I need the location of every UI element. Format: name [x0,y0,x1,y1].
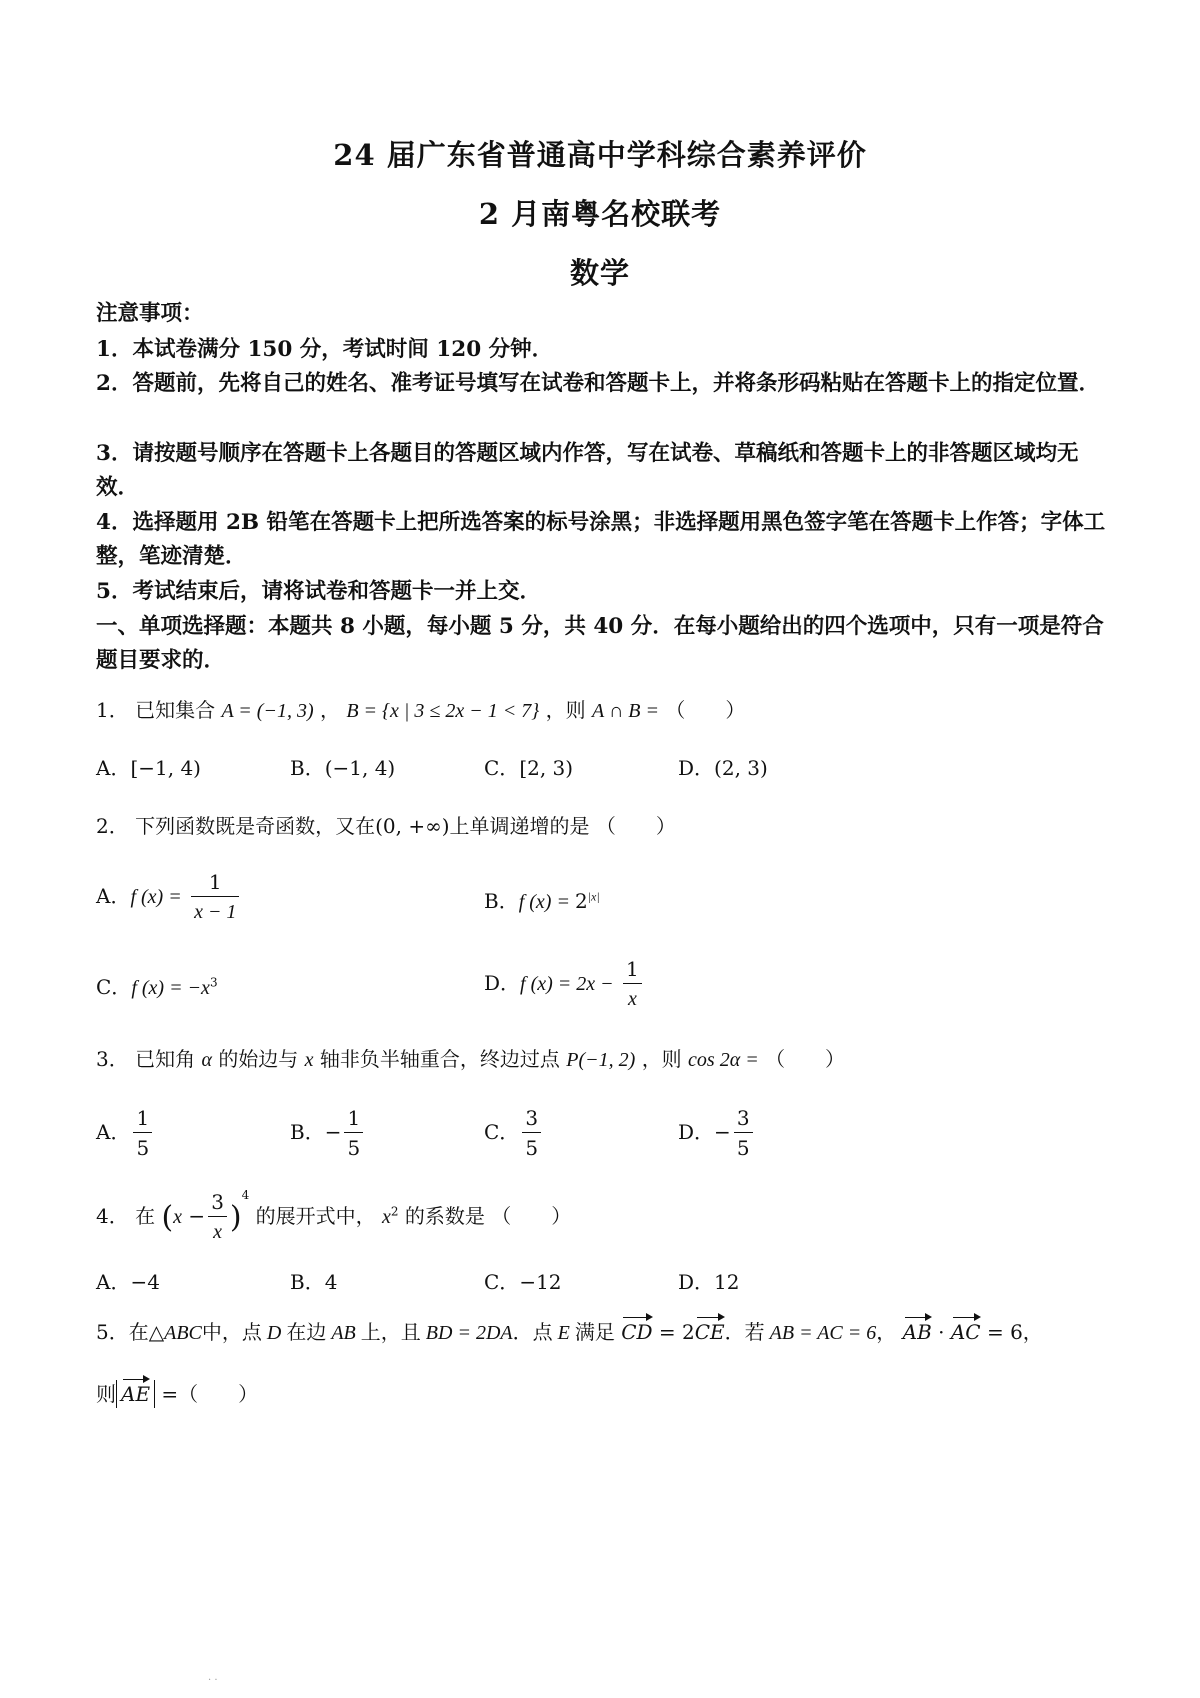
q1-text-a: 已知集合 [135,698,216,722]
q3-x: x [304,1049,314,1071]
question-2 [96,810,676,839]
q2-text: 下列函数既是奇函数，又在(0, +∞)上单调递增的是 [135,814,590,838]
q3-option-b[interactable]: B．− $\frac{1}{5}$ [290,1104,366,1163]
q3-option-c[interactable]: C． $\frac{3}{5}$ [484,1104,544,1163]
q2-option-a[interactable]: A．f (x) = $\frac{1}{x - 1}$ [96,868,242,927]
q1-set-b: B = {x | 3 ≤ 2x − 1 < 7} [346,700,540,722]
vector-ab: AB [902,1320,932,1344]
fraction: $\frac{1}{x}$ [623,955,642,1014]
section-one-heading: 一、单项选择题：本题共 8 小题，每小题 5 分，共 40 分．在每小题给出的四个选项中，只有一项是符合题目要求的． [96,614,1104,673]
exam-subject: 数学 [569,256,630,290]
q4-option-a[interactable]: A．−4 [96,1270,160,1294]
q4-paren: （ ） [491,1204,572,1228]
vector-cd: CD [621,1320,653,1344]
question-5-line-2: 则 AE =（ ） [96,1382,259,1406]
q3-option-d[interactable]: D．− $\frac{3}{5}$ [678,1104,756,1163]
q3-point: P(−1, 2) [566,1049,636,1071]
notice-item-1: 1．本试卷满分 150 分，考试时间 120 分钟． [96,337,554,362]
q2-paren: （ ） [595,814,676,838]
q4-option-b[interactable]: B．4 [290,1270,338,1294]
notice-item-4: 4．选择题用 2B 铅笔在答题卡上把所选答案的标号涂黑；非选择题用黑色签字笔在答题卡上作答；字体工整，笔迹清楚． [96,510,1106,569]
q4-option-d[interactable]: D．12 [678,1270,740,1294]
q4-text-c: 的系数是 [404,1204,485,1228]
q4-number: 4． [96,1204,129,1228]
q3-option-a[interactable]: A． $\frac{1}{5}$ [96,1104,155,1163]
vector-ac: AC [950,1320,981,1344]
vector-ae: AE [121,1382,151,1406]
q1-paren: （ ） [665,698,746,722]
q1-expr: A ∩ B = [592,700,660,722]
notice-item-3: 3．请按题号顺序在答题卡上各题目的答题区域内作答，写在试卷、草稿纸和答题卡上的非答题区域均无效． [96,441,1079,500]
q3-text-b: 的始边与 [218,1047,299,1071]
q2-option-d[interactable]: D．f (x) = 2x − $\frac{1}{x}$ [484,955,645,1014]
question-4: 4． 在 (x − $\frac{3}{x}$ )$^4$ 的展开式中， $x^2$ 的系数是 （ ） [96,1188,572,1243]
q3-expr: cos 2α = [688,1049,759,1071]
fraction: $\frac{1}{x - 1}$ [191,868,239,927]
question-5: 5．在△ABC中，点 D 在边 AB 上，且 BD = 2DA．点 E 满足 CD = 2CE．若 AB = AC = 6， AB · AC = 6， [96,1320,1043,1344]
q1-text-b: ， [319,698,340,722]
q1-set-a: A = (−1, 3) [221,700,314,722]
question-1 [96,694,745,723]
q3-text-a: 已知角 [135,1047,196,1071]
q3-number: 3． [96,1047,129,1071]
q4-text-b: 的展开式中， [255,1204,376,1228]
q1-option-d[interactable]: D．(2, 3) [678,756,768,780]
q2-number: 2． [96,814,129,838]
page-mark: . . [208,1672,218,1683]
notice-heading: 注意事项： [96,301,204,326]
q3-text-c: 轴非负半轴重合，终边过点 [319,1047,560,1071]
vector-ce: CE [694,1320,725,1344]
q1-option-a[interactable]: A．[−1, 4) [96,756,201,780]
q4-option-c[interactable]: C．−12 [484,1270,562,1294]
q1-option-c[interactable]: C．[2, 3) [484,756,574,780]
exam-title: 24 届广东省普通高中学科综合素养评价 [333,138,867,172]
q3-paren: （ ） [765,1047,846,1071]
q1-option-b[interactable]: B．(−1, 4) [290,756,396,780]
notice-item-5: 5．考试结束后，请将试卷和答题卡一并上交． [96,579,541,604]
question-3 [96,1043,845,1072]
q2-option-b[interactable]: B．f $(x) = 2^{|x|}$ [484,889,600,913]
q1-number: 1． [96,698,129,722]
q4-text-a: 在 [135,1204,156,1228]
q1-text-c: ，则 [545,698,586,722]
q3-text-d: ，则 [641,1047,682,1071]
q2-option-c[interactable]: C．f $(x) = -x^3$ [96,975,218,999]
exam-subtitle: 2 月南粤名校联考 [478,197,722,231]
q3-alpha: α [201,1049,212,1071]
notice-item-2: 2．答题前，先将自己的姓名、准考证号填写在试卷和答题卡上，并将条形码粘贴在答题卡上的指定位置． [96,371,1100,396]
